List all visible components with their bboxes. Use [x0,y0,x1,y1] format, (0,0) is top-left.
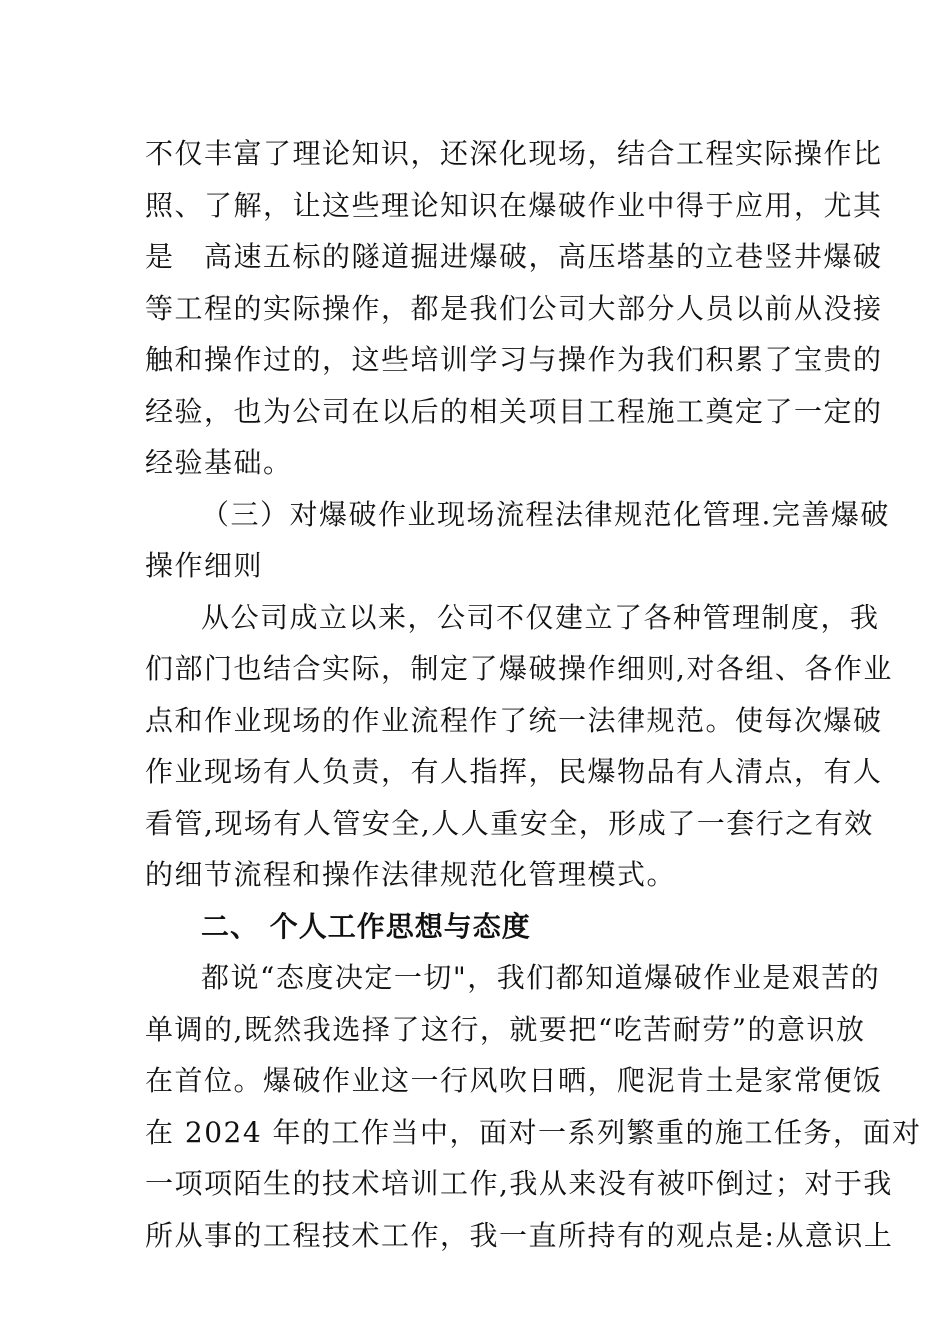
paragraph-line: 触和操作过的，这些培训学习与操作为我们积累了宝贵的 [145,343,883,376]
paragraph-line: 是 高速五标的隧道掘进爆破，高压塔基的立巷竖井爆破 [145,240,883,273]
subsection-heading-line: 操作细则 [145,549,264,582]
paragraph-line: 照、了解，让这些理论知识在爆破作业中得于应用，尤其 [145,188,883,222]
paragraph-line: 所从事的工程技术工作，我一直所持有的观点是:从意识上 [145,1218,894,1252]
paragraph-line: 等工程的实际操作，都是我们公司大部分人员以前从没接 [145,291,883,325]
paragraph-line: 看管,现场有人管安全,人人重安全，形成了一套行之有效 [145,806,874,840]
paragraph-line: 的细节流程和操作法律规范化管理模式。 [145,858,677,891]
paragraph-line: 都说“态度决定一切"，我们都知道爆破作业是艰苦的 [201,961,881,994]
paragraph-line: 作业现场有人负责，有人指挥，民爆物品有人清点，有人 [145,755,883,788]
paragraph-line: 经验，也为公司在以后的相关项目工程施工奠定了一定的 [145,394,883,428]
paragraph-line: 们部门也结合实际，制定了爆破操作细则,对各组、各作业 [145,652,893,685]
paragraph-line: 点和作业现场的作业流程作了统一法律规范。使每次爆破 [145,703,883,737]
paragraph-line: 不仅丰富了理论知识，还深化现场，结合工程实际操作比 [145,137,883,170]
paragraph-line: 在 2024 年的工作当中，面对一系列繁重的施工任务，面对 [145,1115,922,1149]
section-heading: 二、 个人工作思想与态度 [201,909,531,943]
paragraph-line: 经验基础。 [145,446,293,479]
subsection-heading-line: （三）对爆破作业现场流程法律规范化管理.完善爆破 [201,497,890,531]
paragraph-line: 单调的,既然我选择了这行，就要把“吃苦耐劳”的意识放 [145,1012,866,1046]
paragraph-line: 从公司成立以来，公司不仅建立了各种管理制度，我 [201,600,880,634]
paragraph-line: 在首位。爆破作业这一行风吹日晒，爬泥肯土是家常便饭 [145,1064,883,1097]
document-body [145,128,922,1261]
paragraph-line: 一项项陌生的技术培训工作,我从来没有被吓倒过；对于我 [145,1167,893,1200]
